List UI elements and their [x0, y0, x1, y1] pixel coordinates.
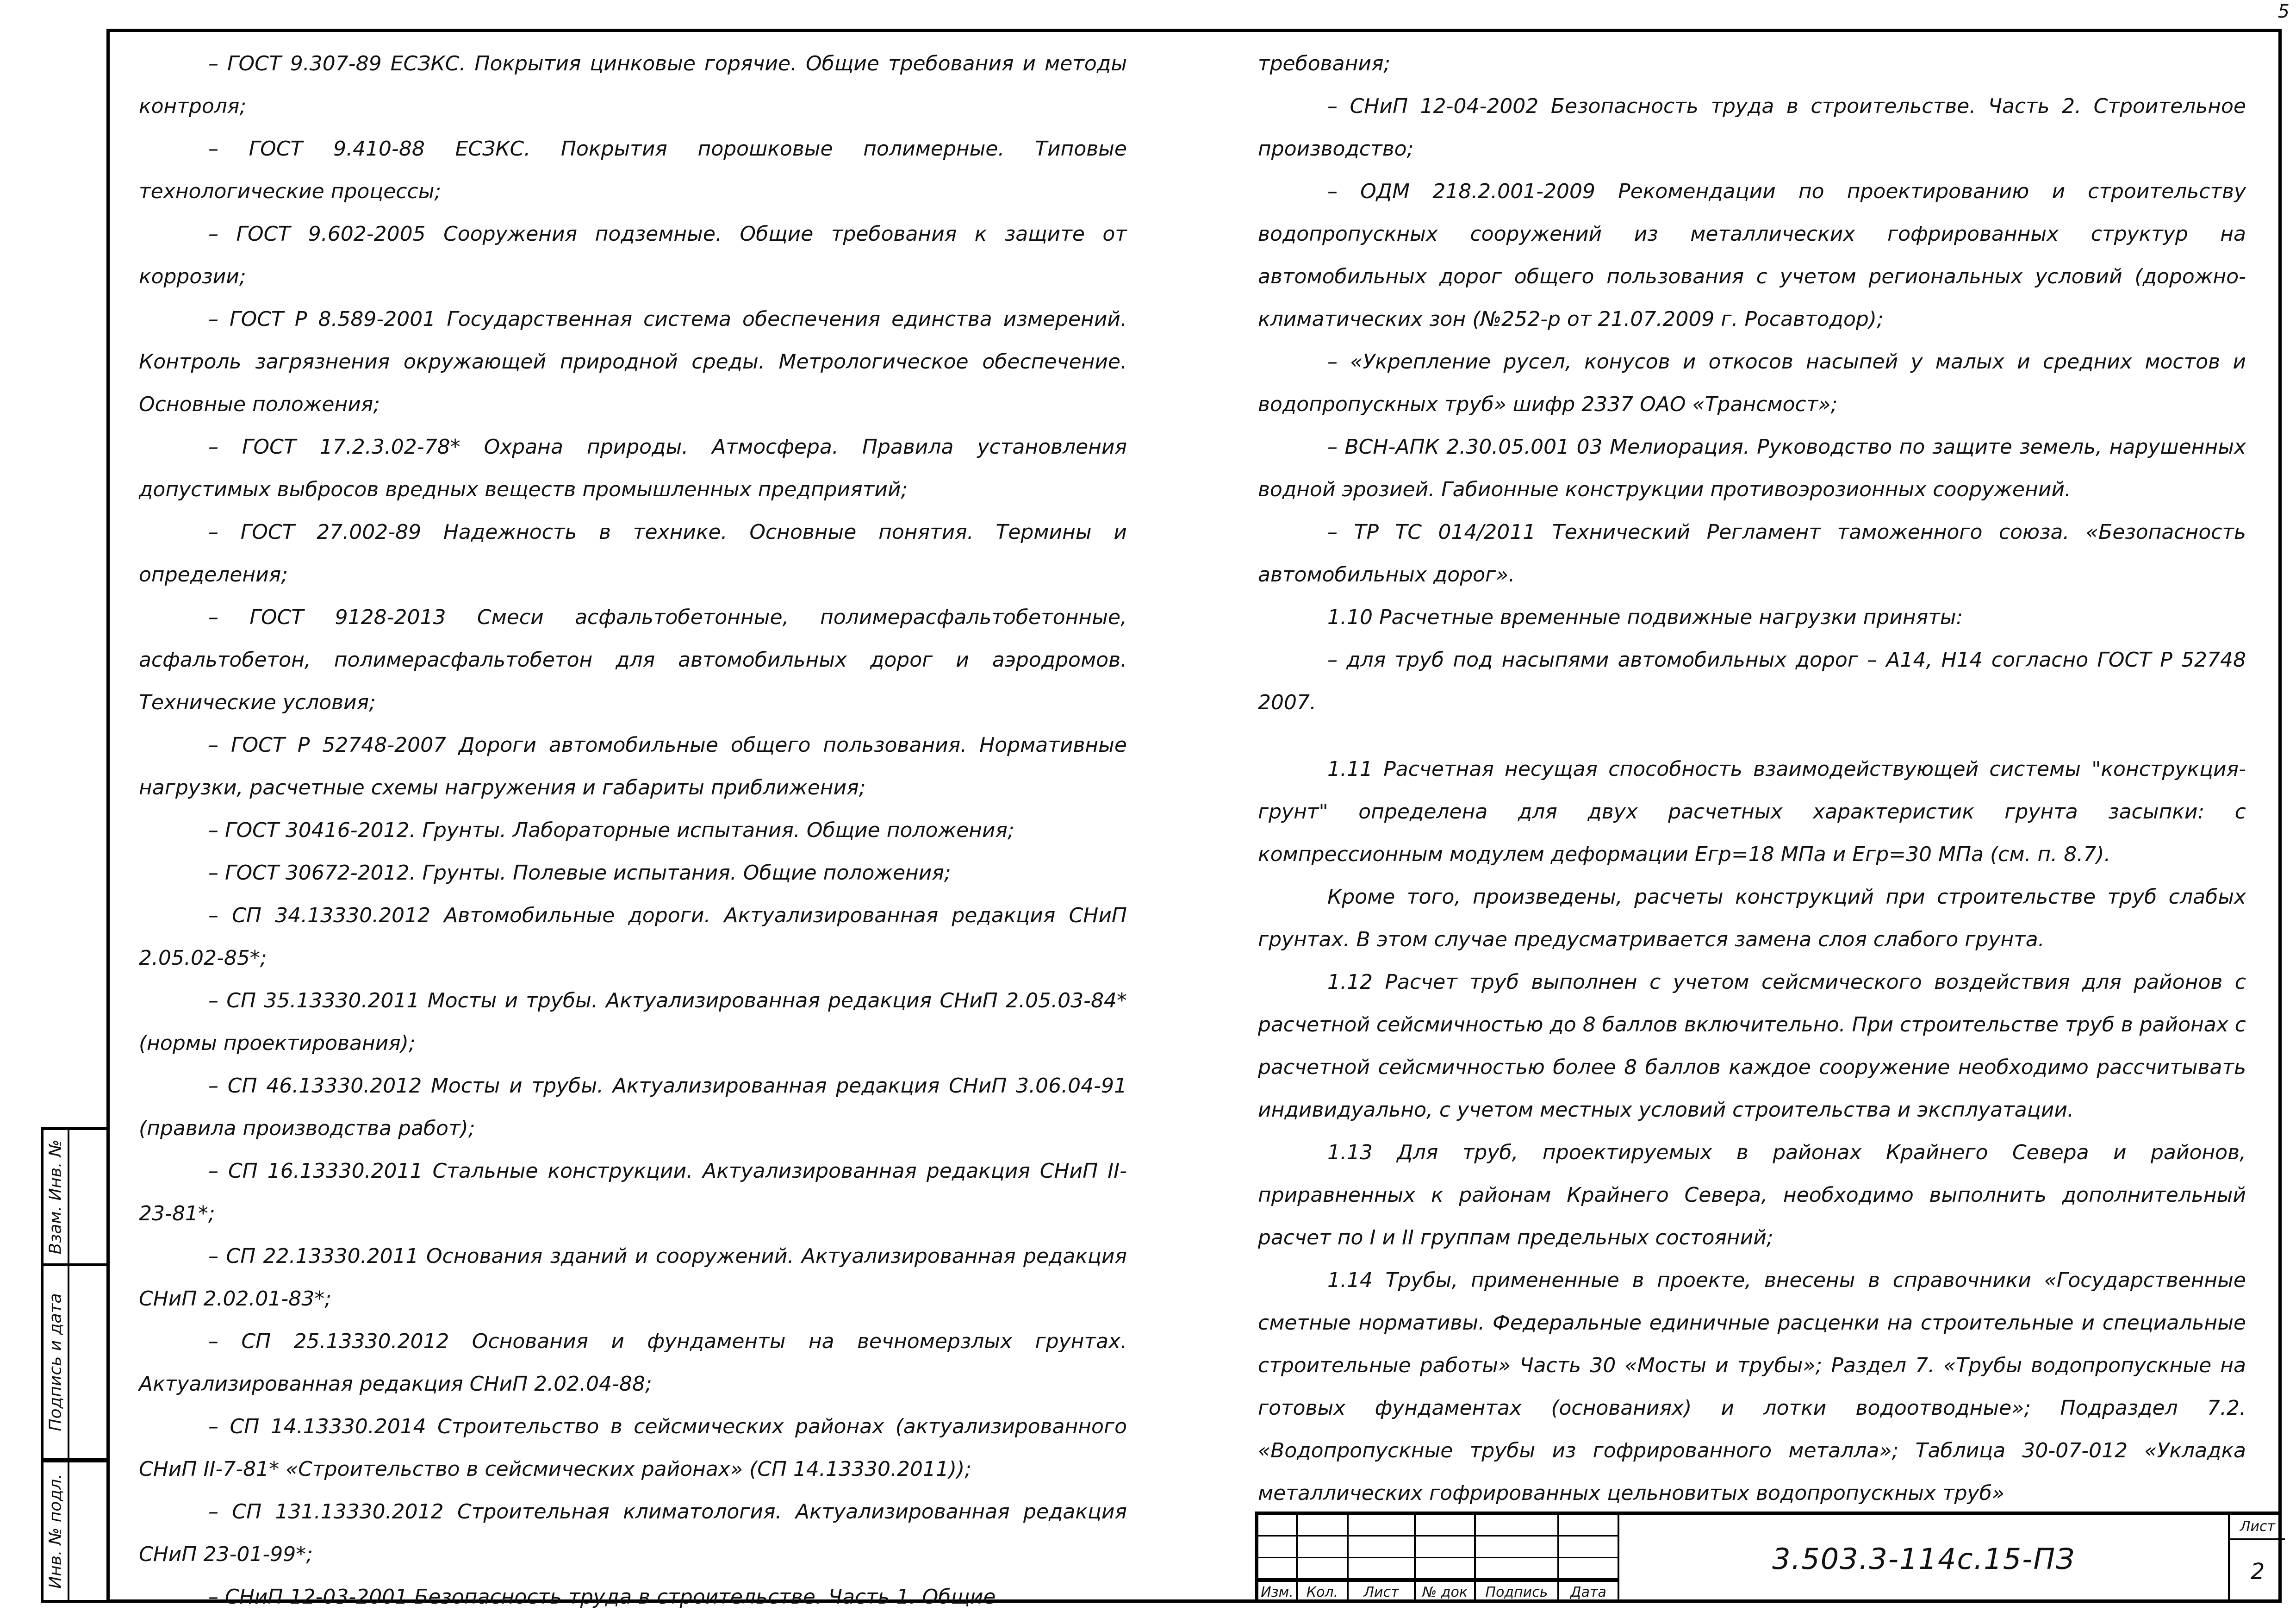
tb-header-podpis: Подпись: [1476, 1580, 1559, 1603]
paragraph: 1.11 Расчетная несущая способность взаимодействующей системы "конструкция-грунт" определена для двух расчетных характеристик грунта засыпки: с компрессионным модулем деформации Егр=18 МПа и Егр=30 МПа (см. п. 8.7).: [1258, 757, 2246, 866]
tb-header-data: Дата: [1559, 1580, 1619, 1603]
paragraph: – ТР ТС 014/2011 Технический Регламент таможенного союза. «Безопасность автомобильных дорог».: [1258, 520, 2246, 587]
paragraph: – ГОСТ 27.002-89 Надежность в технике. Основные понятия. Термины и определения;: [139, 520, 1127, 587]
tb-cell: [1476, 1537, 1559, 1558]
paragraph: – ГОСТ Р 52748-2007 Дороги автомобильные общего пользования. Нормативные нагрузки, расчетные схемы нагружения и габариты приближения;: [139, 733, 1127, 800]
paragraph: – ГОСТ 9.307-89 ЕСЗКС. Покрытия цинковые горячие. Общие требования и методы контроля;: [139, 52, 1127, 118]
paragraph: – ГОСТ 9.410-88 ЕСЗКС. Покрытия порошковые полимерные. Типовые технологические процессы;: [139, 137, 1127, 203]
paragraph: – СНиП 12-03-2001 Безопасность труда в строительстве. Часть 1. Общие: [208, 1585, 996, 1609]
tb-header-ndok: № док: [1416, 1580, 1476, 1603]
tb-cell: [1349, 1537, 1416, 1558]
strip-vzam-label: Взам. Инв. №: [46, 1139, 65, 1254]
paragraph: требования;: [1258, 52, 1391, 75]
tb-header-izm: Изм.: [1258, 1580, 1298, 1603]
paragraph: Кроме того, произведены, расчеты конструкций при строительстве труб слабых грунтах. В этом случае предусматривается замена слоя слабого грунта.: [1258, 885, 2246, 951]
paragraph: – ГОСТ 17.2.3.02-78* Охрана природы. Атмосфера. Правила установления допустимых выбросов вредных веществ промышленных предприятий;: [139, 435, 1127, 501]
paragraph: – СНиП 12-04-2002 Безопасность труда в строительстве. Часть 2. Строительное производство;: [1258, 94, 2246, 161]
paragraph: – СП 25.13330.2012 Основания и фундаменты на вечномерзлых грунтах. Актуализированная редакция СНиП 2.02.04-88;: [139, 1330, 1127, 1396]
strip-inv-label: Инв. № подл.: [46, 1474, 65, 1589]
right-text-column: [1258, 43, 2246, 1515]
tb-cell: [1559, 1537, 1619, 1558]
paragraph: – СП 131.13330.2012 Строительная климатология. Актуализированная редакция СНиП 23-01-99*;: [139, 1500, 1127, 1566]
paragraph: – СП 14.13330.2014 Строительство в сейсмических районах (актуализированного СНиП II-7-81* «Строительство в сейсмических районах» (СП 14.13330.2011));: [139, 1415, 1127, 1481]
paragraph: – СП 34.13330.2012 Автомобильные дороги. Актуализированная редакция СНиП 2.05.02-85*;: [139, 904, 1127, 970]
paragraph: – СП 35.13330.2011 Мосты и трубы. Актуализированная редакция СНиП 2.05.03-84* (нормы проектирования);: [139, 989, 1127, 1055]
tb-cell: [1258, 1558, 1298, 1580]
paragraph: – ГОСТ Р 8.589-2001 Государственная система обеспечения единства измерений. Контроль загрязнения окружающей природной среды. Метрологическое обеспечение. Основные положения;: [139, 307, 1127, 416]
tb-cell: [1559, 1558, 1619, 1580]
paragraph: – «Укрепление русел, конусов и откосов насыпей у малых и средних мостов и водопропускных труб» шифр 2337 ОАО «Трансмост»;: [1258, 350, 2246, 416]
tb-cell: [1298, 1558, 1349, 1580]
tb-header-kol: Кол.: [1298, 1580, 1349, 1603]
tb-cell: [1476, 1515, 1559, 1537]
tb-header-list: Лист: [1349, 1580, 1416, 1603]
title-block: [1255, 1512, 2282, 1603]
paragraph: 1.14 Трубы, примененные в проекте, внесены в справочники «Государственные сметные нормативы. Федеральные единичные расценки на строительные и специальные строительные работы» Часть 30 «Мосты и трубы»; Раздел 7. «Трубы водопропускные на готовых фундаментах (основаниях) и лотки водоотводные»; Подраздел 7.2. «Водопропускные трубы из гофрированного металла»; Таблица 30-07-012 «Укладка металлических гофрированных цельновитых водопропускных труб»: [1258, 1268, 2246, 1505]
paragraph: – ГОСТ 30672-2012. Грунты. Полевые испытания. Общие положения;: [208, 861, 951, 885]
paragraph: 1.12 Расчет труб выполнен с учетом сейсмического воздействия для районов с расчетной сейсмичностью до 8 баллов включительно. При строительстве труб в районах с расчетной сейсмичностью более 8 баллов каждое сооружение необходимо рассчитывать индивидуально, с учетом местных условий строительства и эксплуатации.: [1258, 970, 2246, 1122]
strip-vzam: [41, 1127, 106, 1266]
tb-cell: [1559, 1515, 1619, 1537]
tb-cell: [1349, 1558, 1416, 1580]
tb-cell: [1349, 1515, 1416, 1537]
paragraph: – для труб под насыпями автомобильных дорог – А14, Н14 согласно ГОСТ Р 52748 2007.: [1258, 648, 2246, 714]
left-text-column: [139, 43, 1127, 1618]
tb-cell: [1258, 1515, 1298, 1537]
strip-inv: [41, 1461, 106, 1603]
tb-cell: [1416, 1537, 1476, 1558]
tb-cell: [1416, 1515, 1476, 1537]
page-corner-number: 5: [2277, 1, 2290, 22]
paragraph: 1.10 Расчетные временные подвижные нагрузки приняты:: [1327, 606, 1963, 629]
paragraph: – ГОСТ 9128-2013 Смеси асфальтобетонные, полимерасфальтобетонные, асфальтобетон, полимерасфальтобетон для автомобильных дорог и аэродромов. Технические условия;: [139, 606, 1127, 714]
sheet-label: Лист: [2230, 1515, 2285, 1540]
paragraph: – ГОСТ 9.602-2005 Сооружения подземные. Общие требования к защите от коррозии;: [139, 222, 1127, 288]
tb-cell: [1298, 1537, 1349, 1558]
paragraph: – ГОСТ 30416-2012. Грунты. Лабораторные испытания. Общие положения;: [208, 818, 1014, 842]
tb-cell: [1476, 1558, 1559, 1580]
tb-cell: [1298, 1515, 1349, 1537]
tb-cell: [1416, 1558, 1476, 1580]
tb-cell: [1258, 1537, 1298, 1558]
paragraph: – ВСН-АПК 2.30.05.001 03 Мелиорация. Руководство по защите земель, нарушенных водной эрозией. Габионные конструкции противоэрозионных сооружений.: [1258, 435, 2246, 501]
strip-podpis-label: Подпись и дата: [46, 1293, 65, 1431]
document-code: 3.503.3-114с.15-ПЗ: [1619, 1515, 2230, 1603]
paragraph: – СП 46.13330.2012 Мосты и трубы. Актуализированная редакция СНиП 3.06.04-91 (правила производства работ);: [139, 1074, 1127, 1140]
paragraph: 1.13 Для труб, проектируемых в районах Крайнего Севера и районов, приравненных к районам Крайнего Севера, необходимо выполнить дополнительный расчет по I и II группам предельных состояний;: [1258, 1141, 2246, 1249]
strip-podpis: [41, 1266, 106, 1461]
paragraph: – СП 22.13330.2011 Основания зданий и сооружений. Актуализированная редакция СНиП 2.02.01-83*;: [139, 1244, 1127, 1311]
paragraph: – СП 16.13330.2011 Стальные конструкции. Актуализированная редакция СНиП II-23-81*;: [139, 1159, 1127, 1225]
sheet-number: 2: [2250, 1558, 2265, 1585]
paragraph: – ОДМ 218.2.001-2009 Рекомендации по проектированию и строительству водопропускных сооружений из металлических гофрированных структур на автомобильных дорог общего пользования с учетом региональных условий (дорожно-климатических зон (№252-р от 21.07.2009 г. Росавтодор);: [1258, 180, 2246, 331]
